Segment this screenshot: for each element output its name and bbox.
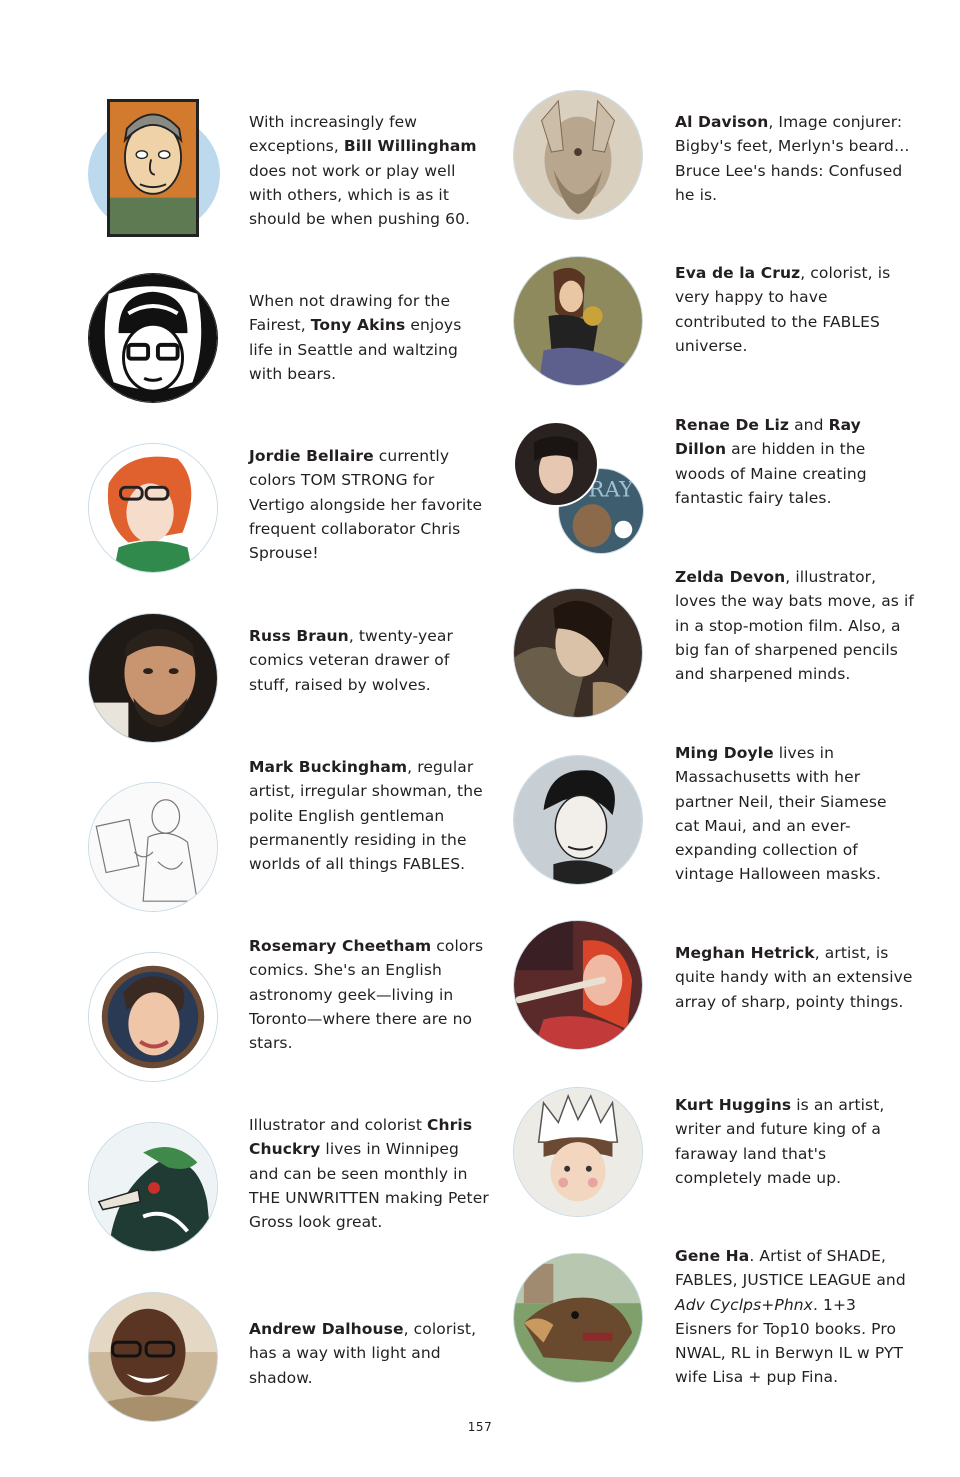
contributor-bio <box>675 110 915 207</box>
bio-text: lives in Winnipeg and can be seen monthly in THE UNWRITTEN making Peter Gross look great. <box>249 1140 489 1232</box>
bill-willingham-portrait <box>107 99 199 237</box>
contributor-name: Chris Chuckry <box>249 1116 473 1159</box>
bio-italic-title: Adv Cyclps+Phnx <box>675 1295 813 1314</box>
contributor-name: Tony Akins <box>310 316 406 335</box>
contributor-bio <box>675 565 915 686</box>
bio-text: , colorist, has a way with light and shadow. <box>249 1320 477 1387</box>
contributor-bio <box>249 1317 489 1390</box>
bio-text: With increasingly few exceptions, <box>249 113 418 156</box>
rosemary-cheetham-portrait <box>88 952 218 1082</box>
contributor-name: Mark Buckingham <box>249 758 408 776</box>
bio-text: lives in Massachusetts with her partner Neil, their Siamese cat Maui, and an ever-expanding collection of vintage Halloween masks. <box>675 744 887 884</box>
andrew-dalhouse-portrait <box>88 1292 218 1422</box>
bio-text: . 1+3 Eisners for Top10 books. Pro NWAL, RL in Berwyn IL w PYT wife Lisa + pup Fina. <box>675 1295 904 1387</box>
mark-buckingham-portrait <box>88 782 218 912</box>
contributor-name: Zelda Devon <box>675 568 786 586</box>
gene-ha-portrait <box>513 1253 643 1383</box>
bio-text: enjoys life in Seattle and waltzing with bears. <box>249 316 462 383</box>
contributor-name: Kurt Huggins <box>675 1096 792 1114</box>
meghan-hetrick-portrait <box>513 920 643 1050</box>
bio-text: , colorist, is very happy to have contributed to the FABLES universe. <box>675 264 891 355</box>
bio-text: colors comics. She's an English astronomy geek—living in Toronto—where there are no stars. <box>249 937 484 1053</box>
bio-text: , regular artist, irregular showman, the polite English gentleman permanently residing in the worlds of all things FABLES. <box>249 758 483 874</box>
contributor-bio <box>675 261 915 358</box>
page-number: 157 <box>467 1420 493 1434</box>
bio-text: , Image conjurer: Bigby's feet, Merlyn's beard… Bruce Lee's hands: Confused he is. <box>675 113 910 204</box>
svg-text:RAY: RAY <box>588 477 634 503</box>
contributor-name: Ray Dillon <box>675 416 861 459</box>
zelda-devon-portrait <box>513 588 643 718</box>
contributor-bio <box>249 1113 489 1234</box>
contributor-name: Bill Willingham <box>343 137 477 156</box>
al-davison-portrait <box>513 90 643 220</box>
contributor-name: Meghan Hetrick <box>675 944 815 962</box>
contributor-bio <box>249 289 489 386</box>
contributor-name: Russ Braun <box>249 627 349 645</box>
contributor-name: Gene Ha <box>675 1247 750 1265</box>
bio-text: and <box>789 416 829 434</box>
contributor-bio <box>675 1093 915 1190</box>
contributor-name: Rosemary Cheetham <box>249 937 432 955</box>
contributor-name: Renae De Liz <box>675 416 790 434</box>
contributor-bio <box>675 1244 915 1390</box>
contributor-name: Andrew Dalhouse <box>249 1320 404 1338</box>
ming-doyle-portrait <box>513 755 643 885</box>
chris-chuckry-portrait <box>88 1122 218 1252</box>
eva-de-la-cruz-portrait <box>513 256 643 386</box>
bio-text: , twenty-year comics veteran drawer of stuff, raised by wolves. <box>249 627 453 694</box>
contributor-bio <box>249 755 489 876</box>
contributor-bio <box>249 934 489 1055</box>
contributor-name: Jordie Bellaire <box>249 447 374 465</box>
jordie-bellaire-portrait <box>88 443 218 573</box>
tony-akins-portrait <box>88 273 218 403</box>
contributor-bio <box>249 110 489 231</box>
bio-text: Illustrator and colorist <box>249 1116 428 1134</box>
contributor-bio <box>675 941 915 1014</box>
bio-text: does not work or play well with others, which is as it should be when pushing 60. <box>249 161 471 229</box>
contributor-bio <box>675 413 915 510</box>
russ-braun-portrait <box>88 613 218 743</box>
bio-text: . Artist of SHADE, FABLES, JUSTICE LEAGUE and <box>675 1247 906 1290</box>
contributor-name: Al Davison <box>675 113 769 131</box>
renae-de-liz-photo <box>513 421 599 507</box>
kurt-huggins-portrait <box>513 1087 643 1217</box>
contributor-name: Eva de la Cruz <box>675 264 801 282</box>
bio-text: currently colors TOM STRONG for Vertigo alongside her favorite frequent collaborator Chris Sprouse! <box>249 447 483 563</box>
contributor-bio <box>249 624 489 697</box>
bio-text: is an artist, writer and future king of a faraway land that's completely made up. <box>675 1096 885 1187</box>
contributor-bio <box>675 741 915 887</box>
bio-text: , artist, is quite handy with an extensive array of sharp, pointy things. <box>675 944 913 1011</box>
bio-text: , illustrator, loves the way bats move, as if in a stop-motion film. Also, a big fan of sharpened pencils and sharpened minds. <box>675 568 914 684</box>
bio-text: When not drawing for the Fairest, <box>249 292 451 335</box>
contributor-name: Ming Doyle <box>675 744 774 762</box>
contributor-bio <box>249 444 489 565</box>
bio-text: are hidden in the woods of Maine creating fantastic fairy tales. <box>675 440 867 507</box>
